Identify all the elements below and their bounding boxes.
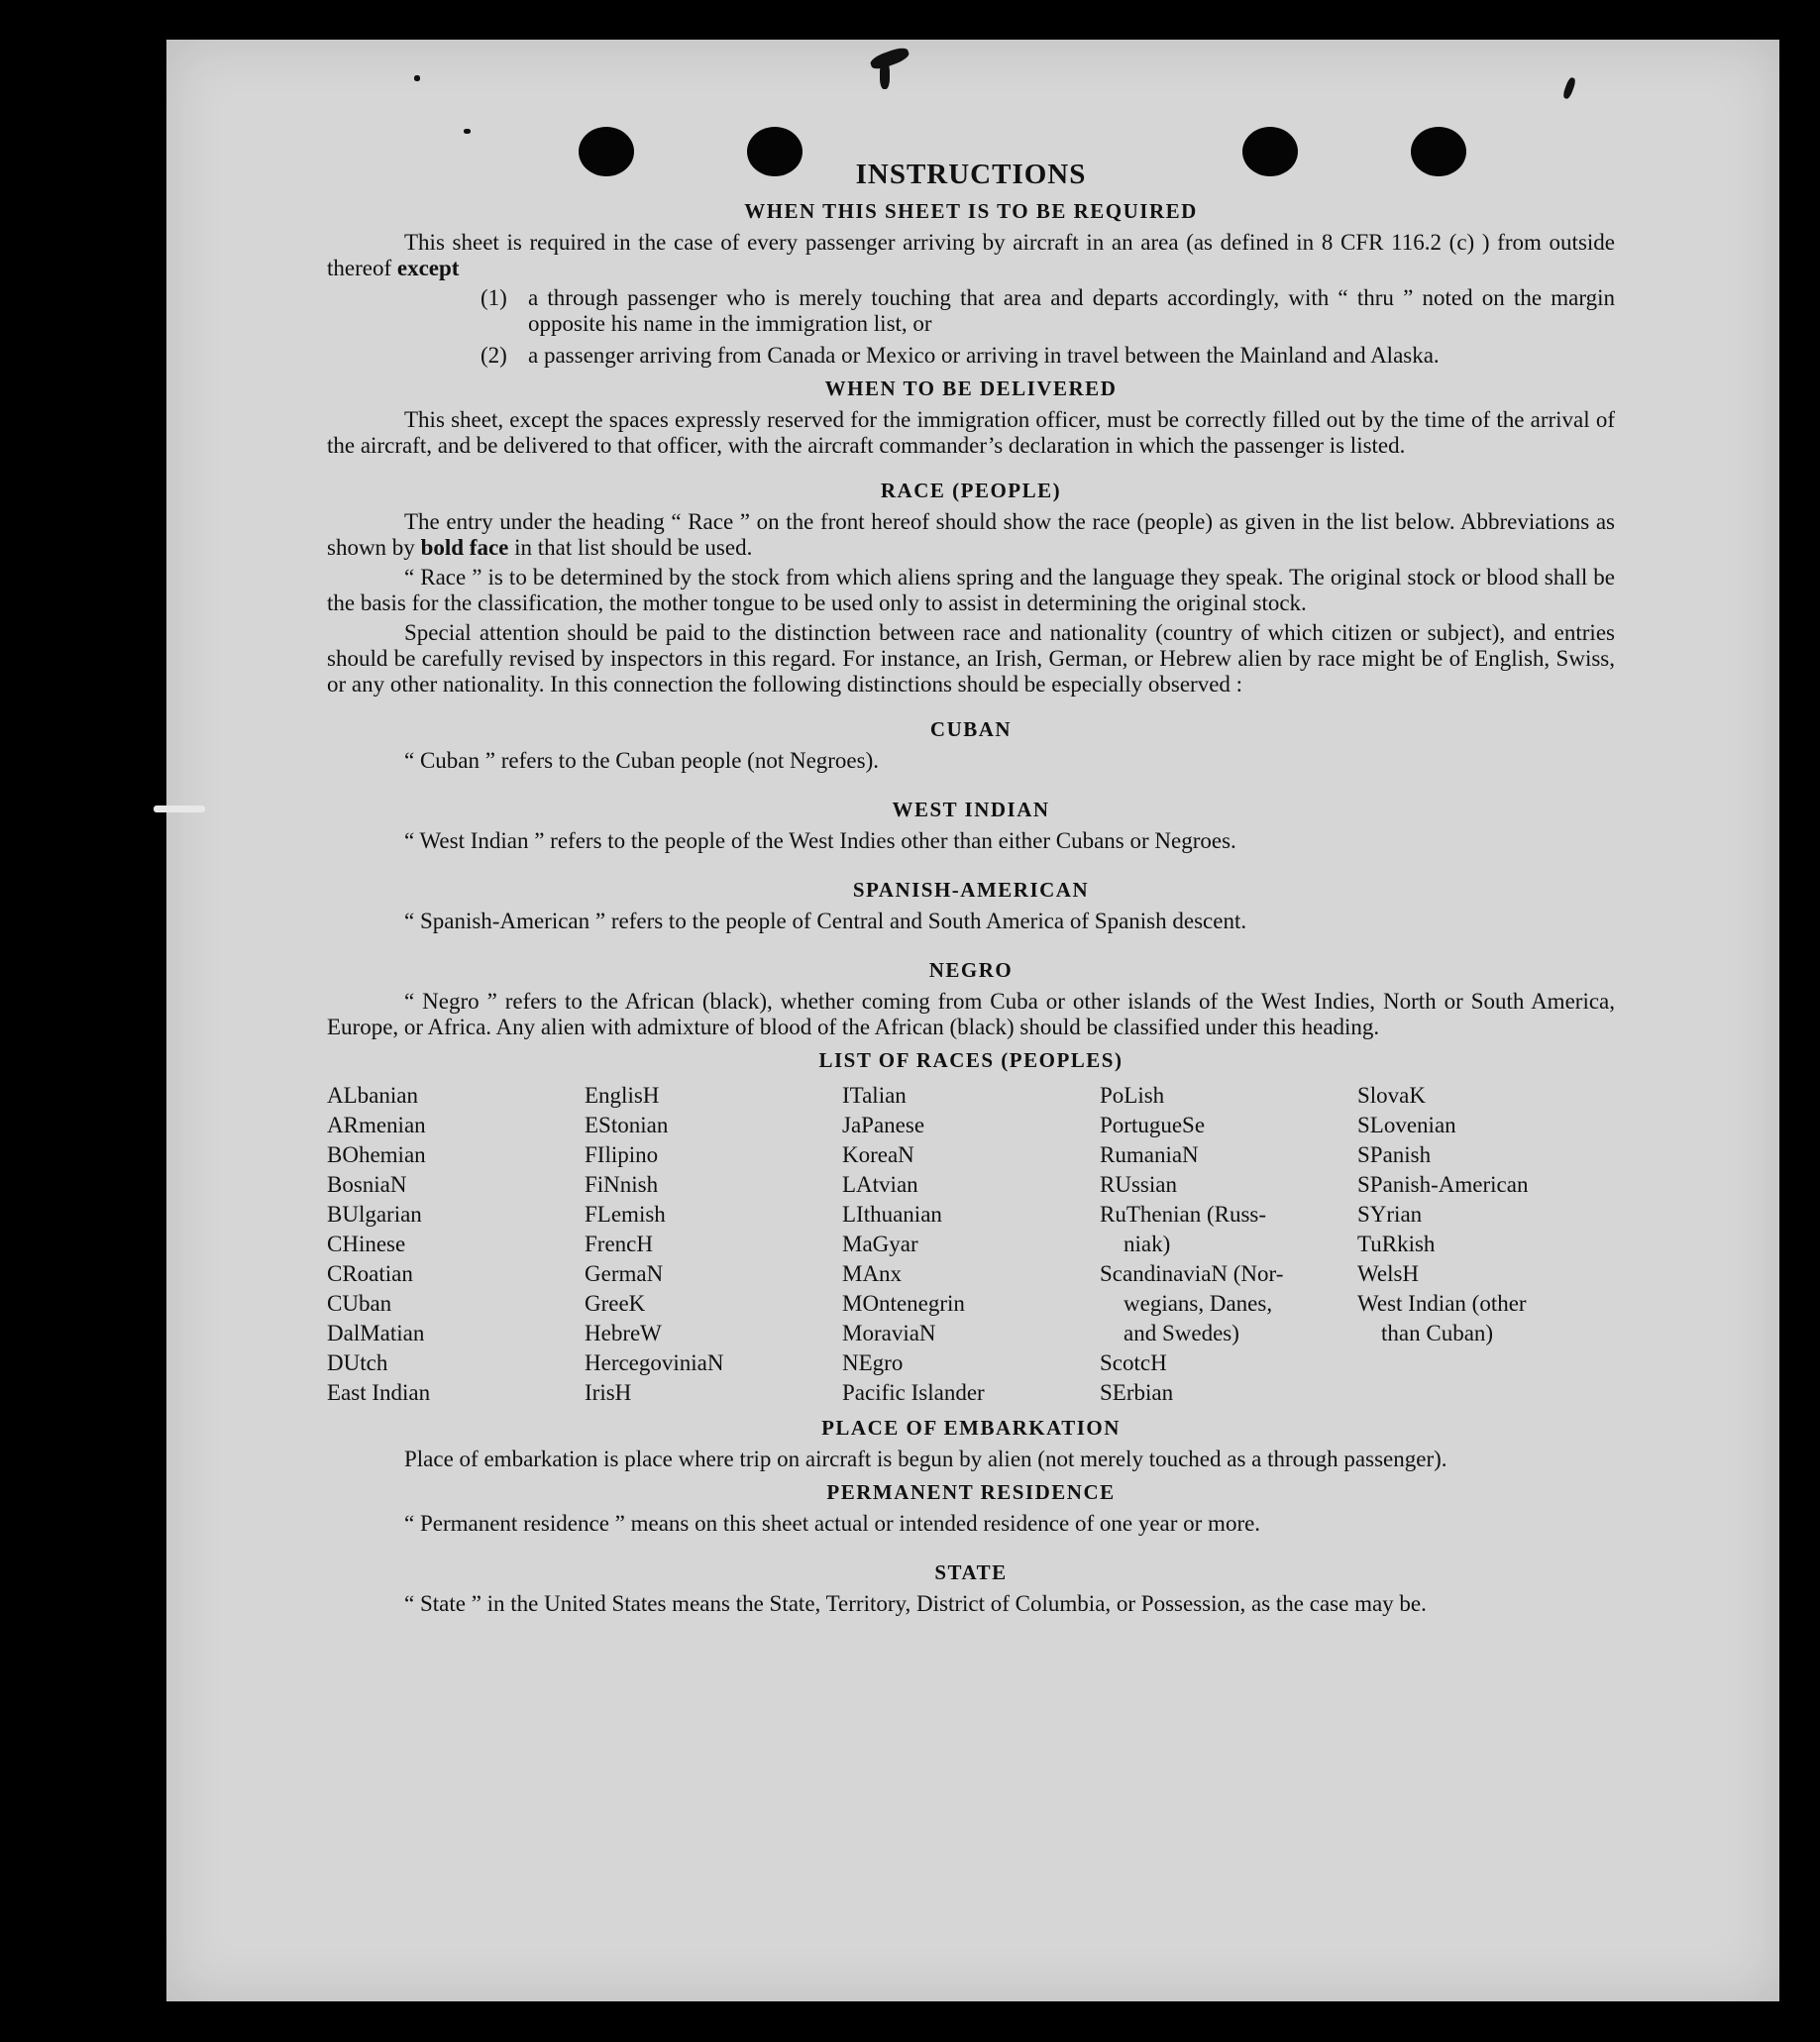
ink-speck <box>880 61 890 89</box>
race-entry: GreeK <box>585 1291 646 1316</box>
race-entry: MoraviaN <box>842 1321 936 1345</box>
race-entry: FLemish <box>585 1202 666 1227</box>
race-entry: MaGyar <box>842 1232 918 1256</box>
paragraph: “ Cuban ” refers to the Cuban people (not Negroes). <box>404 748 880 773</box>
race-entry: MAnx <box>842 1261 903 1286</box>
race-entry: KoreaN <box>842 1142 914 1167</box>
section-heading: STATE <box>934 1560 1008 1584</box>
paragraph: The entry under the heading “ Race ” on the front hereof should show the race (people) as given in the list below. Abbreviations as shown by bold face in that list should be used. <box>327 509 1615 560</box>
race-column <box>1357 1081 1615 1408</box>
paragraph: “ Negro ” refers to the African (black), whether coming from Cuba or other islands of the West Indies, North or South America, Europe, or Africa. Any alien with admixture of blood of the African (black) should be classified under this heading. <box>327 989 1615 1039</box>
race-entry: CHinese <box>327 1232 406 1256</box>
race-entry: FiNnish <box>585 1172 659 1197</box>
race-entry: ITalian <box>842 1083 907 1108</box>
instructions-body <box>327 159 1615 1617</box>
race-entry: Pacific Islander <box>842 1380 985 1405</box>
section-heading: LIST OF RACES (PEOPLES) <box>818 1048 1124 1072</box>
paragraph: “ State ” in the United States means the State, Territory, District of Columbia, or Possession, as the case may be. <box>404 1591 1427 1616</box>
race-entry: LIthuanian <box>842 1202 942 1227</box>
paragraph: “ West Indian ” refers to the people of the West Indies other than either Cubans or Negroes. <box>404 828 1236 853</box>
race-entry: IrisH <box>585 1380 632 1405</box>
race-entry: ScotcH <box>1100 1350 1167 1375</box>
ink-speck <box>464 129 471 134</box>
race-entry: WelsH <box>1357 1261 1420 1286</box>
paragraph: “ Spanish-American ” refers to the people of Central and South America of Spanish descent. <box>404 909 1247 933</box>
race-entry: DalMatian <box>327 1321 425 1345</box>
list-item: (1) a through passenger who is merely touching that area and departs accordingly, with “ thru ” noted on the margin opposite his name in the immigration list, or <box>481 285 1615 336</box>
section-heading: PERMANENT RESIDENCE <box>826 1480 1116 1504</box>
race-entry: JaPanese <box>842 1113 925 1137</box>
race-entry: CUban <box>327 1291 392 1316</box>
section-heading: CUBAN <box>929 717 1013 741</box>
race-entry: East Indian <box>327 1380 431 1405</box>
race-entry: and Swedes) <box>1124 1321 1239 1345</box>
race-entry: EStonian <box>585 1113 669 1137</box>
race-entry: SPanish <box>1357 1142 1432 1167</box>
race-entry: SPanish-American <box>1357 1172 1529 1197</box>
paper-clip-mark <box>154 806 205 812</box>
paragraph: “ Race ” is to be determined by the stock from which aliens spring and the language they speak. The original stock or blood shall be the basis for the classification, the mother tongue to be used only to assist in determining the original stock. <box>327 565 1615 615</box>
race-column <box>842 1081 1100 1408</box>
race-entry: GermaN <box>585 1261 664 1286</box>
race-list <box>327 1081 1615 1408</box>
paragraph: Special attention should be paid to the distinction between race and nationality (country of which citizen or subject), and entries should be carefully revised by inspectors in this regard. For instance, an Irish, German, or Hebrew alien by race might be of English, Swiss, or any other nationality. In this connection the following distinctions should be especially observed : <box>327 620 1615 697</box>
race-column <box>1100 1081 1357 1408</box>
race-entry: niak) <box>1124 1232 1171 1256</box>
race-entry: MOntenegrin <box>842 1291 965 1316</box>
race-entry: HebreW <box>585 1321 662 1345</box>
race-entry: FIlipino <box>585 1142 659 1167</box>
race-entry: NEgro <box>842 1350 904 1375</box>
race-entry: RuThenian (Russ- <box>1100 1202 1267 1227</box>
race-entry: BUlgarian <box>327 1202 422 1227</box>
section-heading: NEGRO <box>928 958 1014 982</box>
race-column <box>585 1081 842 1408</box>
race-entry: ScandinaviaN (Nor- <box>1100 1261 1284 1286</box>
race-entry: wegians, Danes, <box>1124 1291 1273 1316</box>
race-entry: ARmenian <box>327 1113 426 1137</box>
race-entry: SYrian <box>1357 1202 1423 1227</box>
race-column <box>327 1081 585 1408</box>
race-entry: EnglisH <box>585 1083 660 1108</box>
race-entry: PortugueSe <box>1100 1113 1206 1137</box>
race-entry: ALbanian <box>327 1083 418 1108</box>
race-entry: SErbian <box>1100 1380 1174 1405</box>
race-entry: LAtvian <box>842 1172 918 1197</box>
race-entry: TuRkish <box>1357 1232 1436 1256</box>
paragraph: “ Permanent residence ” means on this sheet actual or intended residence of one year or more. <box>404 1511 1261 1536</box>
section-heading: WHEN THIS SHEET IS TO BE REQUIRED <box>744 199 1198 223</box>
section-heading: WHEN TO BE DELIVERED <box>824 376 1118 400</box>
race-entry: RumaniaN <box>1100 1142 1199 1167</box>
section-heading: PLACE OF EMBARKATION <box>821 1416 1121 1440</box>
race-entry: BosniaN <box>327 1172 407 1197</box>
paragraph: This sheet is required in the case of every passenger arriving by aircraft in an area (as defined in 8 CFR 116.2 (c) ) from outside thereof except <box>327 230 1615 280</box>
ink-speck <box>1561 76 1576 99</box>
ink-speck <box>414 75 420 81</box>
race-entry: PoLish <box>1100 1083 1165 1108</box>
race-entry: BOhemian <box>327 1142 426 1167</box>
race-entry: RUssian <box>1100 1172 1177 1197</box>
section-heading: SPANISH-AMERICAN <box>852 878 1090 902</box>
race-entry: HercegoviniaN <box>585 1350 724 1375</box>
paragraph: Place of embarkation is place where trip on aircraft is begun by alien (not merely touched as a through passenger). <box>404 1447 1447 1471</box>
document-sheet <box>166 40 1779 2001</box>
race-entry: SlovaK <box>1357 1083 1426 1108</box>
page-title: INSTRUCTIONS <box>855 159 1087 190</box>
list-item: (2) a passenger arriving from Canada or Mexico or arriving in travel between the Mainland and Alaska. <box>481 343 1440 368</box>
race-entry: West Indian (other <box>1357 1291 1527 1316</box>
section-heading: RACE (PEOPLE) <box>880 479 1062 502</box>
race-entry: FrencH <box>585 1232 653 1256</box>
section-heading: WEST INDIAN <box>892 798 1050 821</box>
race-entry: than Cuban) <box>1381 1321 1494 1345</box>
race-entry: SLovenian <box>1357 1113 1456 1137</box>
race-entry: DUtch <box>327 1350 388 1375</box>
ink-speck <box>869 46 910 72</box>
race-entry: CRoatian <box>327 1261 413 1286</box>
paragraph: This sheet, except the spaces expressly reserved for the immigration officer, must be correctly filled out by the time of the arrival of the aircraft, and be delivered to that officer, with the aircraft commander’s declaration in which the passenger is listed. <box>327 407 1615 458</box>
